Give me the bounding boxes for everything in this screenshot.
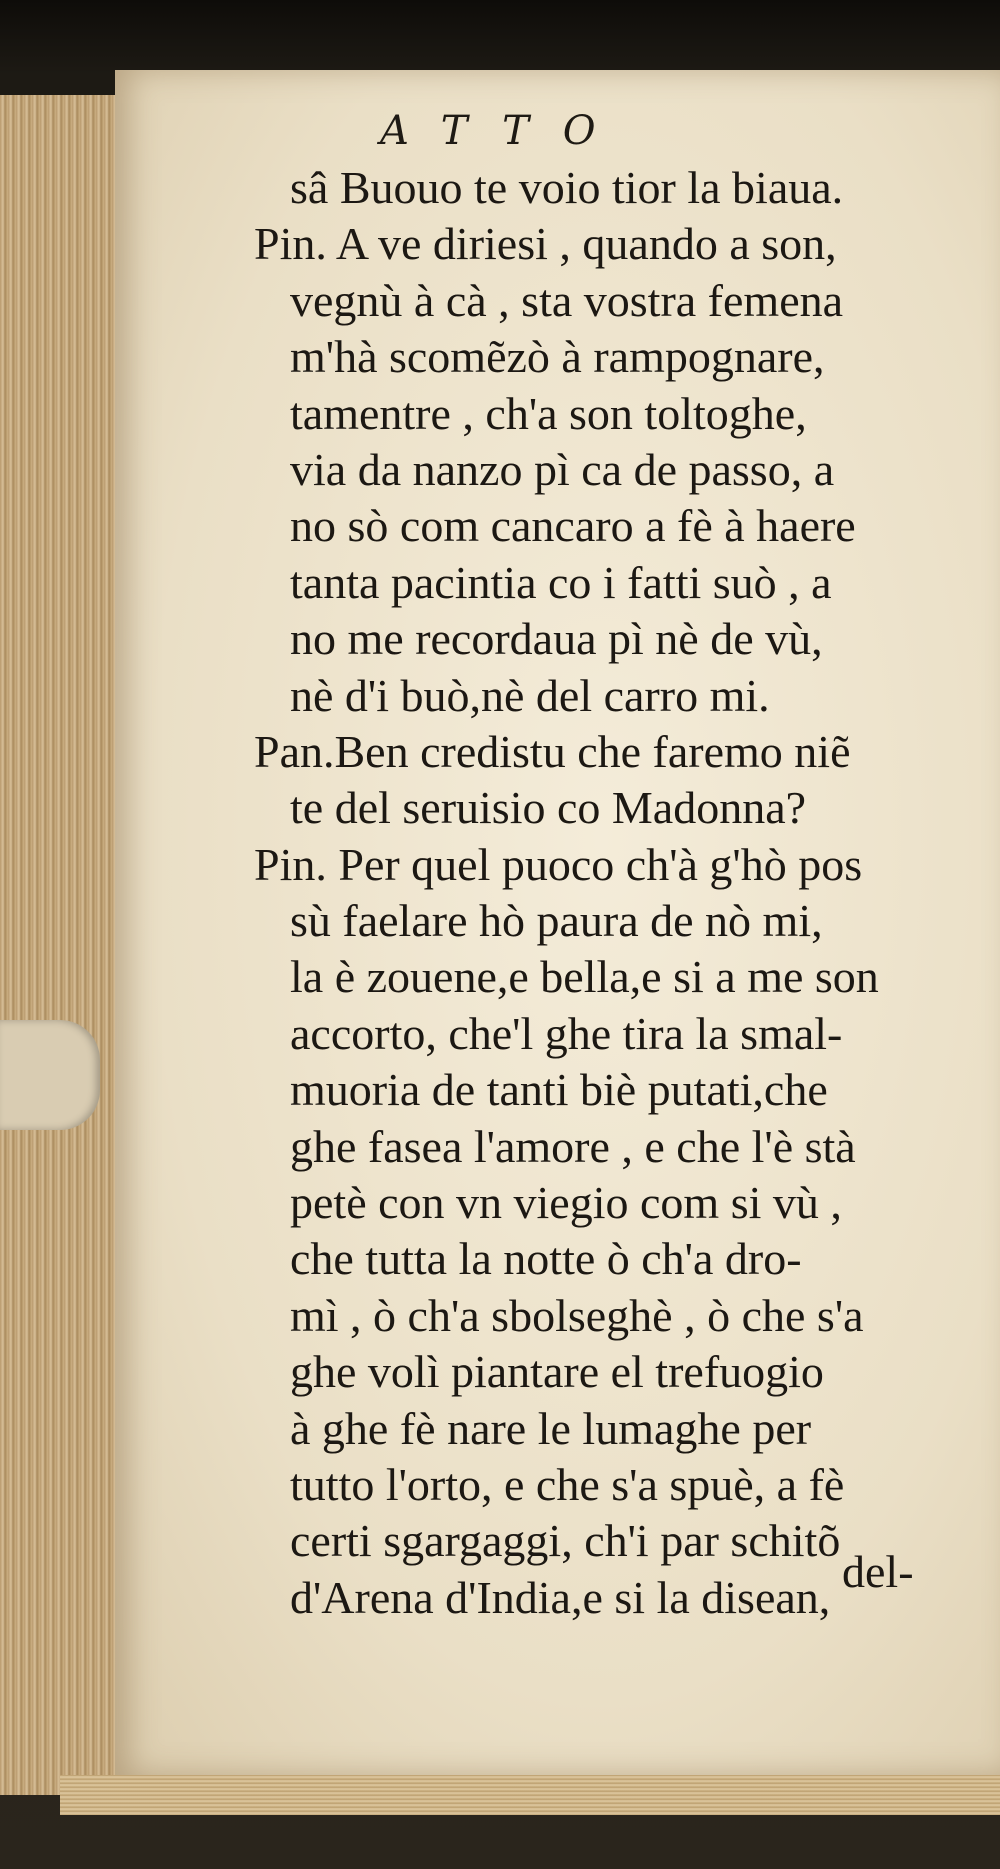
page-text <box>254 160 980 1626</box>
text-line: te del seruisio co Madonna? <box>290 782 807 834</box>
text-line: tanta pacintia co i fatti suò , a <box>290 556 832 608</box>
text-line: ghe fasea l'amore , e che l'è stà <box>290 1120 856 1172</box>
text-line: Pan.Ben credistu che faremo niẽ <box>254 725 851 777</box>
catchword: del- <box>842 1546 914 1597</box>
text-line: la è zouene,e bella,e si a me son <box>290 951 879 1003</box>
text-line: no me recordaua pì nè de vù, <box>290 613 823 665</box>
text-line: d'Arena d'India,e si la disean, <box>290 1571 831 1623</box>
text-line: vegnù à cà , sta vostra femena <box>290 274 844 326</box>
text-line: muoria de tanti biè putati,che <box>290 1064 828 1116</box>
book-fore-edge <box>0 95 122 1795</box>
text-line: no sò com cancaro a fè à haere <box>290 500 856 552</box>
text-line: sâ Buouo te voio tior la biaua. <box>290 162 844 213</box>
running-header: ATTO <box>380 108 630 154</box>
text-line: certi sgargaggi, ch'i par schitõ <box>290 1515 841 1567</box>
text-line: nè d'i buò,nè del carro mi. <box>290 669 770 721</box>
book-bottom-edge <box>60 1775 1000 1815</box>
text-line: ghe volì piantare el trefuogio <box>290 1346 824 1398</box>
text-line: tamentre , ch'a son toltoghe, <box>290 387 807 439</box>
text-line: tutto l'orto, e che s'a spuè, a fè <box>290 1458 845 1510</box>
text-line: che tutta la notte ò ch'a dro- <box>290 1233 802 1285</box>
text-line: via da nanzo pì ca de passo, a <box>290 443 835 495</box>
text-line: Pin. A ve diriesi , quando a son, <box>254 218 837 270</box>
text-line: accorto, che'l ghe tira la smal- <box>290 1007 843 1059</box>
text-line: sù faelare hò paura de nò mi, <box>290 895 823 947</box>
text-line: petè con vn viegio com si vù , <box>290 1177 842 1229</box>
text-line: Pin. Per quel puoco ch'à g'hò pos <box>254 838 863 890</box>
page-tab <box>0 1020 100 1130</box>
text-line: m'hà scomẽzò à rampognare, <box>290 331 825 383</box>
text-line: mì , ò ch'a sbolseghè , ò che s'a <box>290 1289 864 1341</box>
text-line: à ghe fè nare le lumaghe per <box>290 1402 812 1454</box>
